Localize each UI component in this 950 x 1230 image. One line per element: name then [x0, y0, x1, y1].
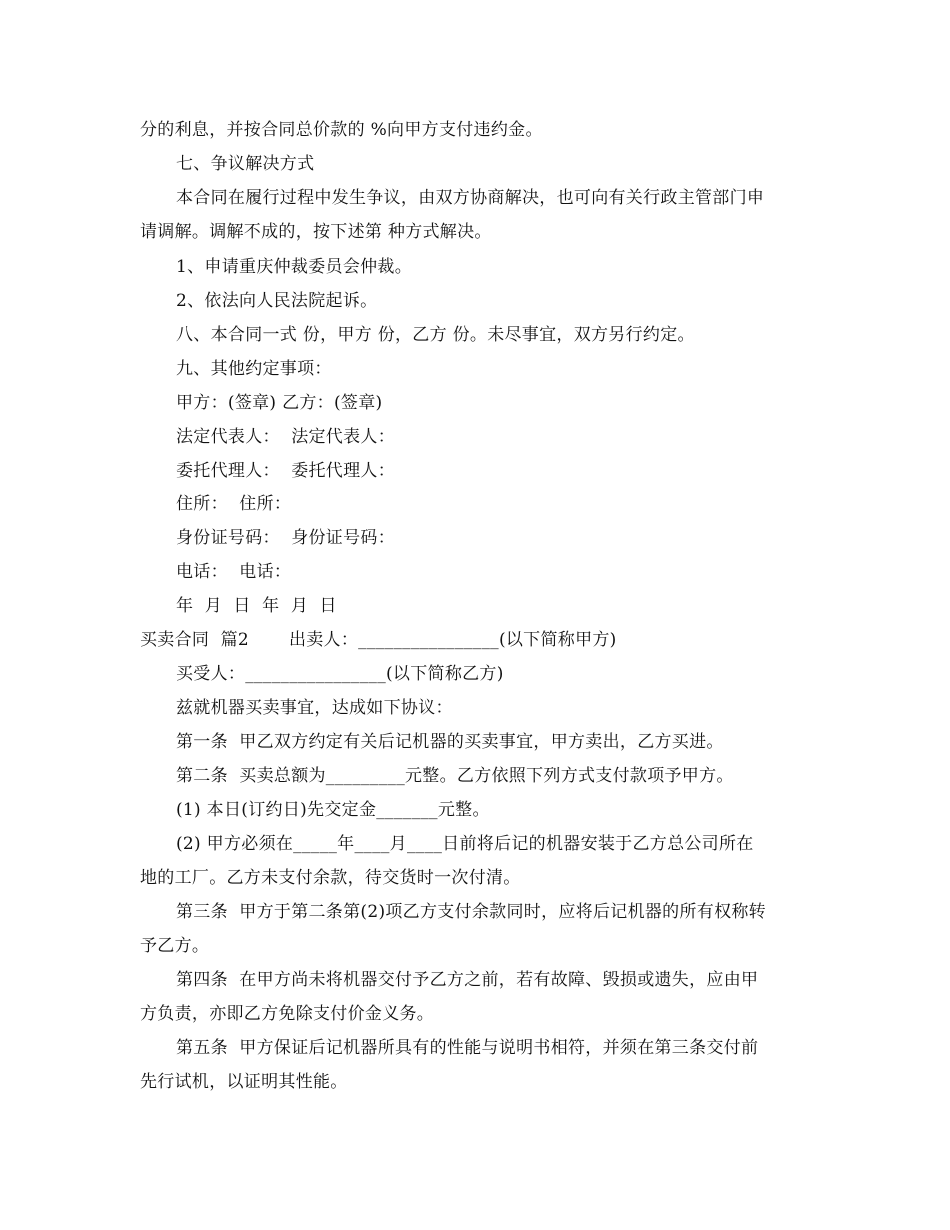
article-line: 第三条 甲方于第二条第(2)项乙方支付余款同时，应将后记机器的所有权称转 — [176, 902, 766, 922]
signature-line: 法定代表人： 法定代表人： — [176, 427, 396, 447]
list-item: (2) 甲方必须在_____年____月____日前将后记的机器安装于乙方总公司所在 — [176, 834, 754, 854]
list-item: 2、依法向人民法院起诉。 — [176, 291, 378, 311]
section-heading: 七、争议解决方式 — [176, 154, 315, 174]
signature-line: 电话： 电话： — [176, 562, 292, 582]
text-line: 买受人：________________(以下简称乙方) — [176, 664, 504, 684]
signature-line: 甲方：(签章) 乙方：(签章) — [176, 393, 383, 413]
text-line: 分的利息，并按合同总价款的 %向甲方支付违约金。 — [140, 120, 543, 140]
text-line: 先行试机，以证明其性能。 — [140, 1072, 348, 1092]
list-item: (1) 本日(订约日)先交定金_______元整。 — [176, 800, 490, 820]
text-line: 请调解。调解不成的，按下述第 种方式解决。 — [140, 222, 492, 242]
section-heading: 八、本合同一式 份，甲方 份，乙方 份。未尽事宜，双方另行约定。 — [176, 325, 695, 345]
text-line: 方负责，亦即乙方免除支付价金义务。 — [140, 1004, 435, 1024]
date-line: 年 月 日 年 月 日 — [176, 596, 337, 616]
section-heading: 九、其他约定事项： — [176, 359, 332, 379]
text-line: 本合同在履行过程中发生争议，由双方协商解决，也可向有关行政主管部门申 — [176, 188, 765, 208]
article-line: 第四条 在甲方尚未将机器交付予乙方之前，若有故障、毁损或遗失，应由甲 — [176, 970, 759, 990]
signature-line: 委托代理人： 委托代理人： — [176, 461, 396, 481]
signature-line: 住所： 住所： — [176, 494, 292, 514]
article-line: 第二条 买卖总额为_________元整。乙方依照下列方式支付款项予甲方。 — [176, 766, 734, 786]
list-item: 1、申请重庆仲裁委员会仲裁。 — [176, 257, 413, 277]
signature-line: 身份证号码： 身份证号码： — [176, 528, 396, 548]
article-line: 第五条 甲方保证后记机器所具有的性能与说明书相符，并须在第三条交付前 — [176, 1038, 759, 1058]
text-line: 地的工厂。乙方未支付余款，待交货时一次付清。 — [140, 868, 521, 888]
text-line: 予乙方。 — [140, 936, 210, 956]
contract-title: 买卖合同 篇2 出卖人：________________(以下简称甲方) — [140, 630, 617, 650]
article-line: 第一条 甲乙双方约定有关后记机器的买卖事宜，甲方卖出，乙方买进。 — [176, 732, 724, 752]
text-line: 兹就机器买卖事宜，达成如下协议： — [176, 698, 453, 718]
